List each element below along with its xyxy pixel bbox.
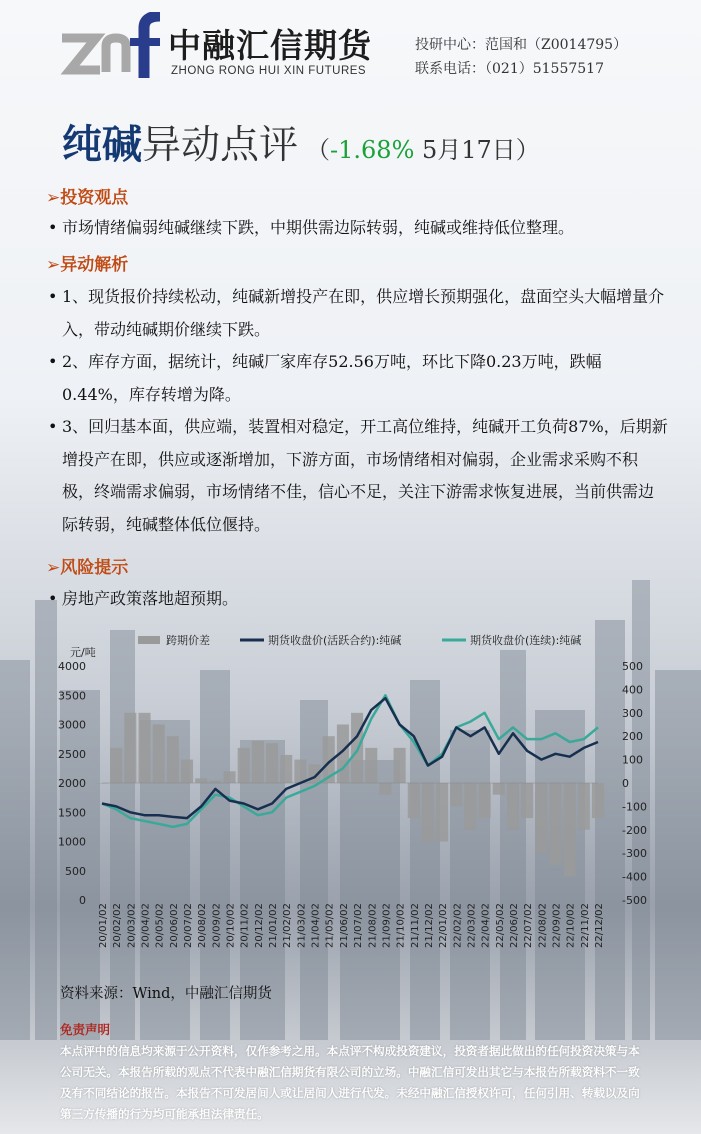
analysis-point-2: 2、库存方面，据统计，纯碱厂家库存52.56万吨，环比下降0.23万吨，跌幅0.44%，库存转增为降。 [62, 352, 602, 404]
x-tick-label: 20/05/02 [154, 903, 166, 948]
spread-bar [422, 783, 434, 842]
spread-bar [167, 736, 179, 783]
spread-bar [294, 760, 306, 783]
spread-bar [592, 783, 604, 818]
x-tick-label: 21/01/02 [268, 903, 280, 948]
x-tick-label: 21/09/02 [381, 903, 393, 948]
spread-bar [266, 743, 278, 783]
spread-bar [280, 755, 292, 783]
y2-tick-label: 100 [622, 753, 643, 767]
x-tick-label: 22/01/02 [438, 903, 450, 948]
spread-bar [479, 783, 491, 818]
y-tick-label: 4000 [58, 660, 86, 673]
spread-bar [394, 748, 406, 783]
x-tick-label: 20/12/02 [253, 903, 265, 948]
section-risk-text: • 房地产政策落地超预期。 [48, 589, 239, 608]
company-logo-icon [60, 12, 164, 82]
x-tick-label: 20/11/02 [239, 903, 251, 948]
x-tick-label: 21/07/02 [353, 903, 365, 948]
x-tick-label: 20/01/02 [98, 903, 109, 948]
y2-tick-label: 300 [622, 706, 643, 720]
y2-tick-label: -300 [622, 847, 647, 861]
company-name-cn: 中融汇信期货 [168, 26, 372, 65]
x-tick-label: 20/07/02 [183, 903, 195, 948]
section-heading-analysis: ➢异动解析 [46, 255, 129, 275]
legend-label: 期货收盘价(活跃合约):纯碱 [268, 634, 402, 647]
spread-bar [549, 783, 561, 865]
spread-bar [181, 760, 193, 783]
spread-bar [153, 725, 165, 784]
section-heading-risk: ➢风险提示 [46, 558, 129, 578]
legend-swatch [138, 636, 160, 644]
x-tick-label: 22/04/02 [480, 903, 492, 948]
y2-tick-label: 200 [622, 730, 643, 744]
spread-bar [564, 783, 576, 877]
analyst-line: 投研中心：范国和（Z0014795） [415, 37, 628, 53]
spread-bar [195, 778, 207, 783]
company-name-en: ZHONG RONG HUI XIN FUTURES [171, 65, 367, 77]
spread-bar [138, 713, 150, 783]
y2-tick-label: -400 [622, 870, 647, 884]
y-tick-label: 1500 [58, 806, 86, 820]
report-title [62, 113, 540, 170]
spread-bar [124, 713, 136, 783]
spread-bar [110, 748, 122, 783]
arrow-icon: ➢ [46, 188, 61, 208]
x-tick-label: 21/05/02 [324, 903, 336, 948]
analysis-point-1: 1、现货报价持续松动，纯碱新增投产在即，供应增长预期强化，盘面空头大幅增量介入，带动纯碱期价继续下跌。 [62, 287, 665, 339]
contact-info [415, 33, 627, 81]
y-axis-label: 元/吨 [70, 646, 96, 659]
legend-label: 期货收盘价(连续):纯碱 [470, 634, 582, 647]
x-tick-label: 20/10/02 [225, 903, 237, 948]
y-tick-label: 2500 [58, 747, 86, 761]
x-tick-label: 22/03/02 [466, 903, 478, 948]
x-tick-label: 20/03/02 [126, 903, 138, 948]
spread-bar [493, 783, 505, 795]
spread-bar [379, 783, 391, 795]
disclaimer-text: 本点评中的信息均来源于公开资料，仅作参考之用。本点评不构成投资建议，投资者据此做出的任何投资决策与本公司无关。本报告所载的观点不代表中融汇信期货有限公司的立场。中融汇信可发出其它与本报告所载资料不一致及有不同结论的报告。本报告不可发居间人或让居间人进行代发。未经中融汇信授权许可，任何引用、转载以及向第三方传播的行为均可能承担法律责任。 [60, 1044, 640, 1121]
spread-bar [535, 783, 547, 853]
x-tick-label: 20/09/02 [211, 903, 223, 948]
x-tick-label: 20/06/02 [168, 903, 180, 948]
x-tick-label: 22/07/02 [523, 903, 535, 948]
y-tick-label: 0 [79, 894, 86, 907]
section-analysis-text: • 1、现货报价持续松动，纯碱新增投产在即，供应增长预期强化，盘面空头大幅增量介入，带动纯碱期价继续下跌。 • 2、库存方面，据统计，纯碱厂家库存52.56万吨，环比下降0.23万吨，跌幅0.44%，库存转增为降。 • 3、回归基本面，供应端，装置相对稳定，开工高位维持，纯碱开工负荷87%，后期新增投产在即，供应或逐渐增加，下游方面，市场情绪相对偏弱，企业需求采购不积极，终端需求偏弱，市场情绪不佳，信心不足，关注下游需求恢复进展，当前供需边际转弱，纯碱整体低位偃持。 [48, 281, 668, 541]
title-date: 5月17日） [414, 136, 540, 164]
phone-line: 联系电话：（021）51557517 [415, 61, 604, 77]
change-percent: -1.68% [330, 136, 415, 164]
y2-tick-label: -500 [622, 894, 647, 907]
y-tick-label: 1000 [58, 835, 86, 849]
title-paren: （ [306, 136, 331, 164]
spread-bar [436, 783, 448, 842]
y-tick-label: 3000 [58, 718, 86, 732]
disclaimer-title: 免责声明 [60, 1022, 111, 1037]
x-tick-label: 22/09/02 [551, 903, 563, 948]
x-tick-label: 21/10/02 [395, 903, 407, 948]
y-tick-label: 500 [65, 864, 86, 878]
x-tick-label: 21/12/02 [423, 903, 435, 948]
y2-tick-label: -200 [622, 823, 647, 837]
y2-tick-label: 400 [622, 683, 643, 697]
x-tick-label: 22/10/02 [565, 903, 577, 948]
spread-bar [464, 783, 476, 830]
spread-bar [507, 783, 519, 830]
section-heading-view: ➢投资观点 [46, 188, 129, 208]
y2-tick-label: 0 [622, 777, 629, 790]
arrow-icon: ➢ [46, 558, 61, 578]
y-tick-label: 2000 [58, 777, 86, 790]
data-source: 资料来源：Wind，中融汇信期货 [60, 986, 272, 1002]
section-view-text: • 市场情绪偏弱纯碱继续下跌，中期供需边际转弱，纯碱或维持低位整理。 [48, 218, 575, 237]
spread-bar [209, 781, 221, 783]
y2-tick-label: 500 [622, 660, 643, 673]
price-chart [50, 628, 650, 958]
legend-label: 跨期价差 [166, 634, 210, 647]
x-tick-label: 21/08/02 [367, 903, 379, 948]
x-tick-label: 21/02/02 [282, 903, 294, 948]
x-tick-label: 22/08/02 [537, 903, 549, 948]
x-tick-label: 21/06/02 [338, 903, 350, 948]
title-rest: 异动点评 [142, 123, 299, 168]
x-tick-label: 22/06/02 [508, 903, 520, 948]
spread-bar [521, 783, 533, 818]
analysis-point-3: 3、回归基本面，供应端，装置相对稳定，开工高位维持，纯碱开工负荷87%，后期新增投产在即，供应或逐渐增加，下游方面，市场情绪相对偏弱，企业需求采购不积极，终端需求偏弱，市场情绪不佳，信心不足，关注下游需求恢复进展，当前供需边际转弱，纯碱整体低位偃持。 [62, 417, 668, 534]
spread-bar [450, 783, 462, 806]
x-tick-label: 20/02/02 [112, 903, 124, 948]
x-tick-label: 20/08/02 [197, 903, 209, 948]
y-tick-label: 3500 [58, 689, 86, 703]
x-tick-label: 22/11/02 [579, 903, 591, 948]
x-tick-label: 22/02/02 [452, 903, 464, 948]
spread-bar [238, 748, 250, 783]
spread-bar [252, 741, 264, 783]
y2-tick-label: -100 [622, 800, 647, 814]
title-commodity: 纯碱 [62, 122, 142, 168]
x-tick-label: 20/04/02 [140, 903, 152, 948]
x-tick-label: 21/04/02 [310, 903, 322, 948]
spread-bar [224, 771, 236, 783]
arrow-icon: ➢ [46, 255, 61, 275]
x-tick-label: 21/11/02 [409, 903, 421, 948]
x-tick-label: 22/05/02 [494, 903, 506, 948]
spread-bar [578, 783, 590, 830]
spread-bar [408, 783, 420, 818]
x-tick-label: 22/12/02 [594, 903, 605, 948]
x-tick-label: 21/03/02 [296, 903, 308, 948]
spread-bar [365, 748, 377, 783]
